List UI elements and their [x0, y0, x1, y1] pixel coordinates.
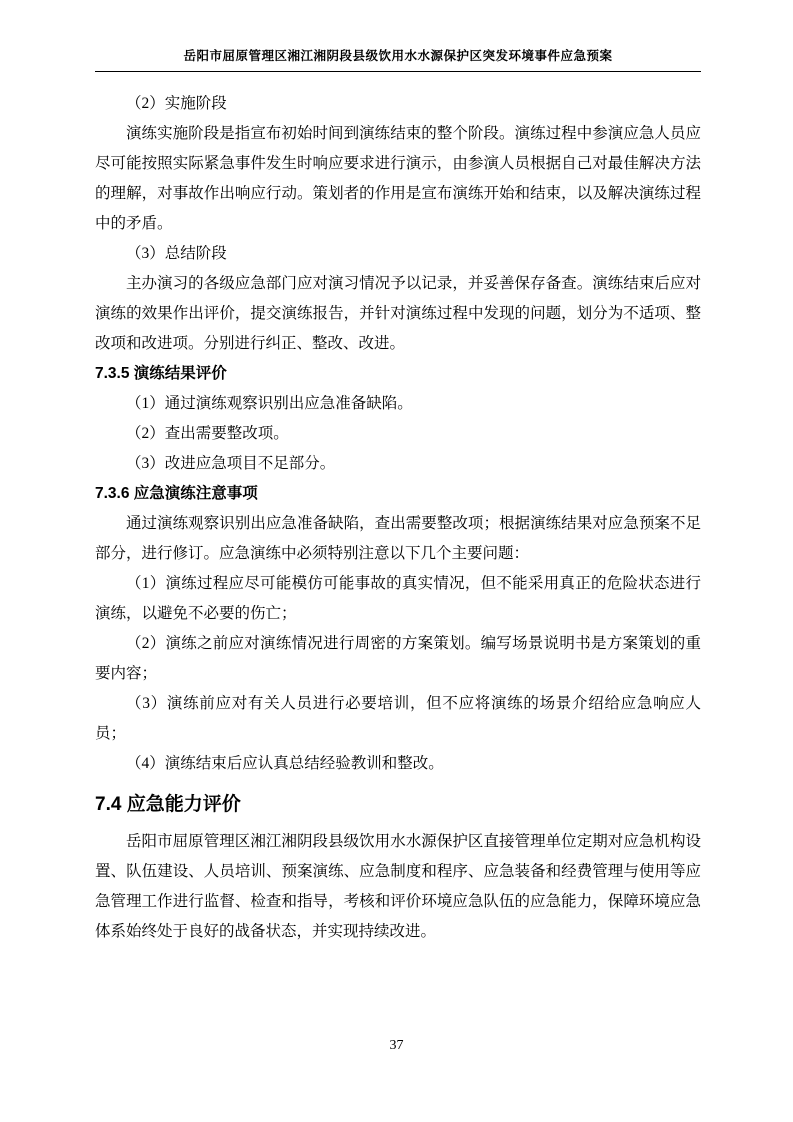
paragraph: （3）总结阶段 — [126, 245, 227, 262]
paragraph: （2）实施阶段 — [126, 95, 227, 112]
paragraph: （1）通过演练观察识别出应急准备缺陷。 — [126, 395, 413, 412]
paragraph: （2）演练之前应对演练情况进行周密的方案策划。编写场景说明书是方案策划的重要内容； — [95, 635, 701, 682]
document-header — [95, 46, 701, 72]
section-heading-7-4: 7.4 应急能力评价 — [95, 794, 241, 815]
paragraph: （3）演练前应对有关人员进行必要培训，但不应将演练的场景介绍给应急响应人员； — [95, 695, 701, 742]
paragraph: 主办演习的各级应急部门应对演习情况予以记录，并妥善保存备查。演练结束后应对演练的效果作出评价，提交演练报告，并针对演练过程中发现的问题，划分为不适项、整改项和改进项。分别进行纠正、整改、改进。 — [95, 275, 701, 352]
page-number: 37 — [389, 1038, 404, 1053]
paragraph: 岳阳市屈原管理区湘江湘阴段县级饮用水水源保护区直接管理单位定期对应急机构设置、队伍建设、人员培训、预案演练、应急制度和程序、应急装备和经费管理与使用等应急管理工作进行监督、检查和指导，考核和评价环境应急队伍的应急能力，保障环境应急体系始终处于良好的战备状态，并实现持续改进。 — [95, 833, 701, 940]
paragraph: 演练实施阶段是指宣布初始时间到演练结束的整个阶段。演练过程中参演应急人员应尽可能按照实际紧急事件发生时响应要求进行演示，由参演人员根据自己对最佳解决方法的理解，对事故作出响应行动。策划者的作用是宣布演练开始和结束，以及解决演练过程中的矛盾。 — [95, 125, 701, 232]
paragraph: （1）演练过程应尽可能模仿可能事故的真实情况，但不能采用真正的危险状态进行演练，以避免不必要的伤亡； — [95, 575, 701, 622]
document-header-title: 岳阳市屈原管理区湘江湘阴段县级饮用水水源保护区突发环境事件应急预案 — [183, 49, 613, 63]
section-heading-7-3-5: 7.3.5 演练结果评价 — [95, 365, 227, 382]
paragraph: （2）查出需要整改项。 — [126, 425, 289, 442]
section-heading-7-3-6: 7.3.6 应急演练注意事项 — [95, 485, 258, 502]
paragraph: （3）改进应急项目不足部分。 — [126, 455, 336, 472]
paragraph: 通过演练观察识别出应急准备缺陷，查出需要整改项；根据演练结果对应急预案不足部分，进行修订。应急演练中必须特别注意以下几个主要问题： — [95, 515, 701, 562]
paragraph: （4）演练结束后应认真总结经验教训和整改。 — [126, 755, 444, 772]
document-body — [95, 89, 701, 947]
